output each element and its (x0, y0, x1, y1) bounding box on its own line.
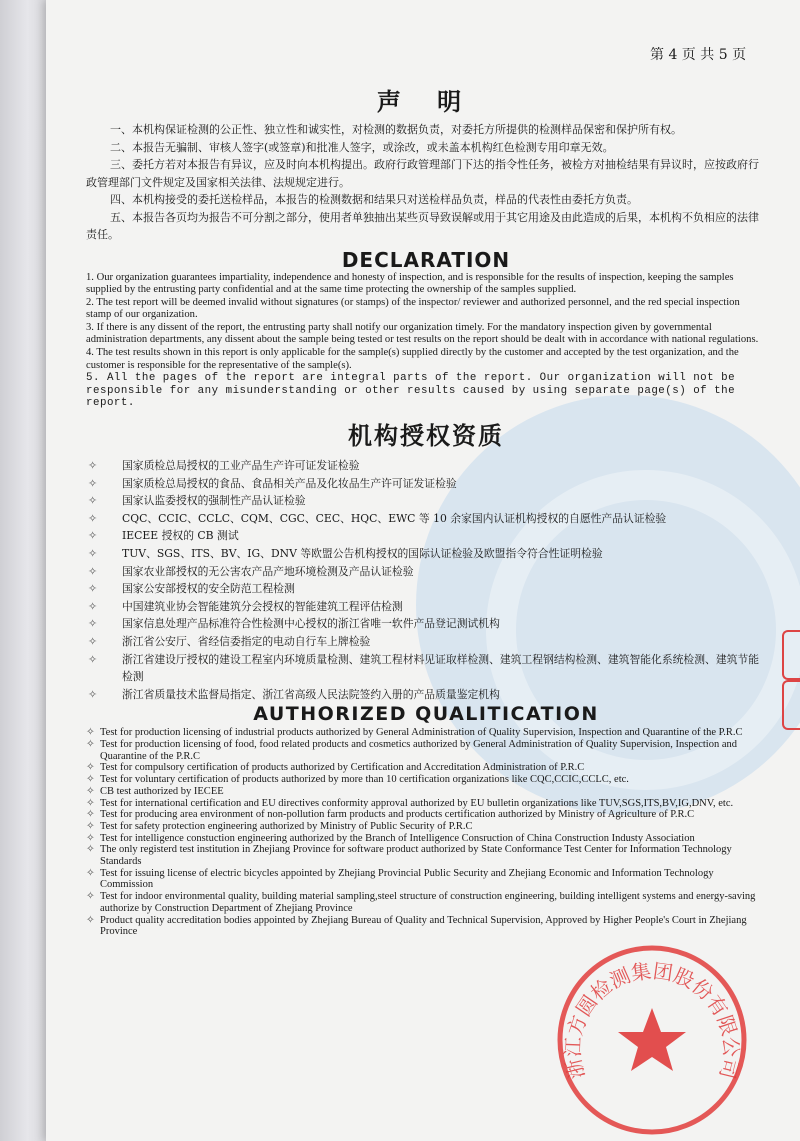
statement-item: 一、本机构保证检测的公正性、独立性和诚实性，对检测的数据负责，对委托方所提供的检测样品保密和保护所有权。 (110, 123, 682, 136)
list-item: ✧ Test for production licensing of food, food related products and cosmetics authorized by General Administration of Quality Supervision, Inspection and Quarantine of the P.R.C (86, 739, 737, 762)
declaration-title: DECLARATION (341, 247, 511, 272)
list-item: ✧ Test for producing area environment of non-pollution farm products and products certification authorized by Ministry of Agriculture of P.R.C (86, 809, 695, 821)
diamond-bullet-icon: ✧ (88, 459, 98, 473)
list-item: ✧ CQC、CCIC、CCLC、CQM、CGC、CEC、HQC、EWC 等 10 余家国内认证机构授权的自愿性产品认证检验 (86, 510, 766, 528)
page-number: 第 4 页 共 5 页 (650, 47, 747, 63)
declaration-list (86, 272, 766, 411)
side-tab-top (782, 630, 800, 680)
diamond-bullet-icon: ✧ (88, 687, 98, 701)
list-item: ✧ 国家质检总局授权的工业产品生产许可证发证检验 (86, 457, 766, 475)
list-item: ✧ Test for safety protection engineering authorized by Ministry of Public Security of P.R.C (86, 820, 473, 832)
list-item: ✧ Test for issuing license of electric bicycles appointed by Zhejiang Provincial Public Security and Zhejiang Economic and Information Technology Commission (86, 867, 714, 891)
list-item: ✧ Product quality accreditation bodies appointed by Zhejiang Bureau of Quality and Technical Supervision, Approved by Higher People's Court in Zhejiang Province (86, 914, 747, 938)
statement-item: 五、本报告各页均为报告不可分割之部分，使用者单独抽出某些页导致误解或用于其它用途及由此造成的后果，本机构不负相应的法律责任。 (86, 210, 759, 241)
list-item: ✧ Test for intelligence constuction engineering authorized by the Branch of Intelligence Consruction of China Construction Industy Association (86, 832, 695, 844)
list-item: ✧ Test for voluntary certification of products authorized by more than 10 certification organizations like CQC,CCIC,CCLC, etc. (86, 774, 629, 786)
list-item: ✧ 国家公安部授权的安全防范工程检测 (86, 580, 766, 598)
declaration-item: 2. The test report will be deemed invalid without signatures (or stamps) of the inspector/ reviewer and authorized personnel, and the red special inspection stamp of our organization. (86, 296, 740, 321)
qualification-en-list (86, 727, 766, 938)
list-item: ✧ 中国建筑业协会智能建筑分会授权的智能建筑工程评估检测 (86, 598, 766, 616)
diamond-bullet-icon: ✧ (88, 652, 98, 666)
diamond-bullet-icon: ✧ (86, 820, 95, 832)
diamond-bullet-icon: ✧ (86, 727, 95, 739)
diamond-bullet-icon: ✧ (86, 785, 95, 797)
seal-star-icon (618, 1008, 686, 1071)
diamond-bullet-icon: ✧ (86, 809, 95, 821)
diamond-bullet-icon: ✧ (86, 797, 95, 809)
diamond-bullet-icon: ✧ (86, 774, 95, 786)
statement-item: 四、本机构接受的委托送检样品，本报告的检测数据和结果只对送检样品负责，样品的代表性由委托方负责。 (110, 193, 638, 206)
list-item: ✧ IECEE 授权的 CB 测试 (86, 527, 766, 545)
list-item: ✧ Test for indoor environmental quality, building material sampling,steel structure of construction engineering, building intelligent systems and energy-saving authorize by Construction Department of Zhejiang Province (86, 891, 756, 914)
list-item: ✧ Test for production licensing of industrial products authorized by General Administration of Quality Supervision, Inspection and Quarantine of the P.R.C (86, 727, 743, 739)
list-item: ✧ TUV、SGS、ITS、BV、IG、DNV 等欧盟公告机构授权的国际认证检验及欧盟指令符合性证明检验 (86, 545, 766, 563)
diamond-bullet-icon: ✧ (88, 564, 98, 578)
diamond-bullet-icon: ✧ (88, 511, 98, 525)
seal-text: 浙江方圆检测集团股份有限公司 (560, 958, 744, 1082)
declaration-item: 1. Our organization guarantees impartiality, independence and honesty of inspection, and is responsible for the results of inspection, keeping the samples supplied by the entrusting party confidential and at the same time protecting the ownership of the samples supplied. (86, 271, 734, 296)
side-tab-bottom (782, 680, 800, 730)
diamond-bullet-icon: ✧ (86, 914, 95, 926)
list-item: ✧ 浙江省质量技术监督局指定、浙江省高级人民法院签约入册的产品质量鉴定机构 (86, 686, 766, 704)
statement-item: 二、本报告无骗制、审核人签字(或签章)和批准人签字，或涂改，或未盖本机构红色检测专用印章无效。 (110, 140, 614, 154)
list-item: ✧ 国家信息处理产品标准符合性检测中心授权的浙江省唯一软件产品登记测试机构 (86, 615, 766, 633)
statement-list (86, 121, 766, 244)
diamond-bullet-icon: ✧ (88, 617, 98, 631)
declaration-item: 5. All the pages of the report are integral parts of the report. Our organization will not be responsible for any misunderstanding or other results caused by using separate page(s) of the report. (86, 372, 736, 410)
diamond-bullet-icon: ✧ (88, 547, 98, 560)
statement-title: 声 明 (376, 88, 476, 116)
list-item: ✧ The only registerd test institution in Zhejiang Province for software product authorized by State Conformance Test Center for Information Technology Standards (86, 844, 732, 868)
list-item: ✧ CB test authorized by IECEE (86, 785, 224, 797)
diamond-bullet-icon: ✧ (86, 867, 95, 879)
list-item: ✧ 浙江省公安厅、省经信委指定的电动自行车上牌检验 (86, 633, 766, 651)
binding-spine (0, 0, 46, 1141)
qualification-en-title: AUTHORIZED QUALITICATION (253, 703, 599, 726)
qualification-cn-list (86, 457, 766, 703)
qualification-cn-title: 机构授权资质 (348, 422, 504, 451)
diamond-bullet-icon: ✧ (88, 476, 98, 490)
document-content (86, 82, 766, 938)
list-item: ✧ Test for international certification and EU directives conformity approval authorized by EU bulletin organizations like TUV,SGS,ITS,BV,IG,DNV, etc. (86, 797, 734, 809)
diamond-bullet-icon: ✧ (88, 494, 98, 508)
list-item: ✧ 国家认监委授权的强制性产品认证检验 (86, 492, 766, 510)
diamond-bullet-icon: ✧ (86, 762, 95, 774)
diamond-bullet-icon: ✧ (88, 529, 98, 543)
diamond-bullet-icon: ✧ (88, 599, 98, 613)
diamond-bullet-icon: ✧ (86, 739, 95, 751)
diamond-bullet-icon: ✧ (86, 844, 95, 856)
declaration-item: 4. The test results shown in this report is only applicable for the sample(s) supplied directly by the customer and accepted by the test organization, and the customer is responsible for the representative of the sample(s). (86, 347, 739, 371)
statement-item: 三、委托方若对本报告有异议，应及时向本机构提出。政府行政管理部门下达的指令性任务，被检方对抽检结果有异议时，应按政府行政管理部门文件规定及国家相关法律、法规规定进行。 (86, 158, 759, 189)
diamond-bullet-icon: ✧ (88, 582, 98, 596)
diamond-bullet-icon: ✧ (86, 832, 95, 844)
list-item: ✧ 国家质检总局授权的食品、食品相关产品及化妆品生产许可证发证检验 (86, 475, 766, 493)
red-seal-stamp (552, 940, 752, 1140)
declaration-item: 3. If there is any dissent of the report, the entrusting party shall notify our organization timely. For the mandatory inspection given by governmental administration departments, any dissent about the sample being tested or test results on the report should be dealt with in accordance with national regulations. (86, 321, 759, 346)
diamond-bullet-icon: ✧ (86, 891, 95, 903)
list-item: ✧ 国家农业部授权的无公害农产品产地环境检测及产品认证检验 (86, 563, 766, 581)
list-item: ✧ 浙江省建设厅授权的建设工程室内环境质量检测、建筑工程材料见证取样检测、建筑工程钢结构检测、建筑智能化系统检测、建筑节能检测 (88, 652, 760, 684)
diamond-bullet-icon: ✧ (88, 634, 98, 648)
list-item: ✧ Test for compulsory certification of products authorized by Certification and Accreditation Administration of P.R.C (86, 762, 585, 774)
